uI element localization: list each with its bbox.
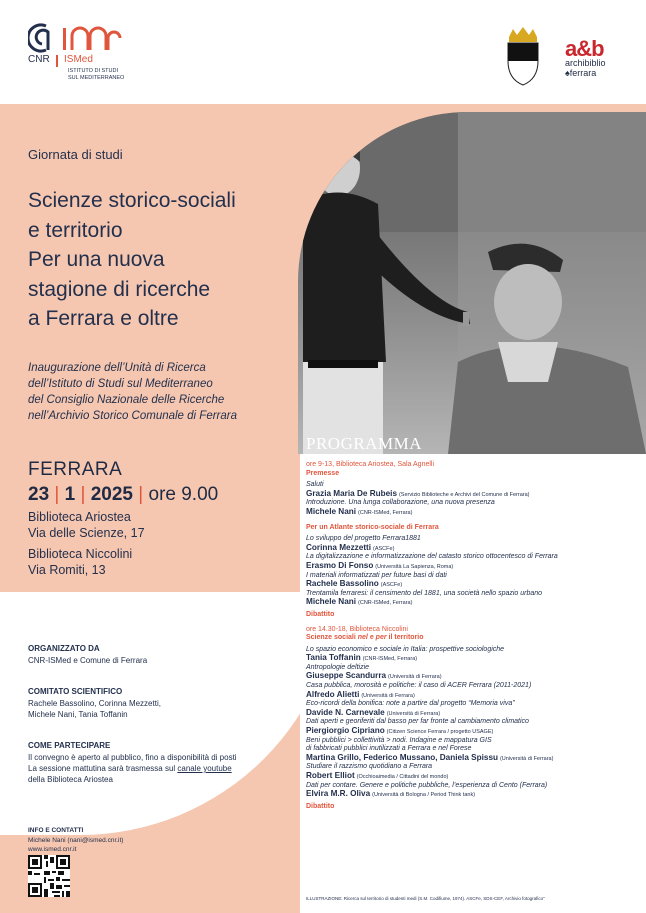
heading-part: e: [367, 634, 376, 642]
speaker-affiliation: (Università di Ferrara): [361, 692, 415, 699]
qr-code-icon[interactable]: [28, 855, 70, 897]
debate-label: Dibattito: [306, 610, 335, 618]
illustration-caption: ILLUSTRAZIONE: Ricerca sul territorio di studenti medi (S.M. Codifiume, 1974). ASCFe, SDS-CEF, Archivio fotografico”: [306, 896, 545, 901]
title-line: e territorio: [28, 218, 123, 242]
how-line2-text: La sessione mattutina sarà trasmessa sul: [28, 764, 178, 773]
programme: [306, 461, 636, 811]
talk-speaker: [306, 672, 636, 682]
venue-address: Via Romiti, 13: [28, 563, 106, 577]
speaker-affiliation: (ASCFe): [373, 545, 395, 552]
inauguration-text: [28, 360, 296, 424]
title-line: a Ferrara e oltre: [28, 307, 179, 330]
talk-speaker: [306, 490, 636, 500]
how-line: Il convegno è aperto al pubblico, fino a disponibilità di posti: [28, 753, 237, 762]
ab-line1: archibiblio: [565, 58, 606, 68]
organized-by: [28, 643, 288, 666]
speaker-affiliation: (CNR-ISMed, Ferrara): [358, 509, 413, 516]
inaug-line: dell’Istituto di Studi sul Mediterraneo: [28, 378, 213, 390]
speaker-name: Michele Nani: [306, 506, 357, 516]
how-to-participate: [28, 740, 288, 785]
ismed-sub-2: SUL MEDITERRANEO: [68, 75, 125, 81]
date-year: 2025: [90, 484, 133, 505]
speaker-name: Piergiorgio Cipriano: [306, 726, 385, 736]
archibiblio-logo: [565, 36, 606, 78]
talk-speaker: [306, 580, 636, 590]
event-date: [28, 484, 218, 506]
programme-title: PROGRAMMA: [306, 434, 422, 453]
talk-speaker: [306, 544, 636, 554]
city-label: FERRARA: [28, 459, 123, 480]
speaker-name: Tania Toffanin: [306, 653, 361, 663]
committee-heading: COMITATO SCIENTIFICO: [28, 687, 123, 696]
talk-title: Eco-ricordi della bonifica: note a partire dal progetto “Memoria viva”: [306, 700, 515, 708]
committee-line: Michele Nani, Tania Toffanin: [28, 710, 128, 719]
historic-photo: [298, 112, 646, 454]
talk-title: Studiare il razzismo quotidiano a Ferrara: [306, 763, 433, 771]
date-sep: |: [54, 484, 60, 505]
speaker-name: Robert Elliot: [306, 771, 355, 780]
inaug-line: del Consiglio Nazionale delle Ricerche: [28, 394, 225, 406]
session-heading: [306, 634, 636, 643]
talk-speaker: [306, 709, 636, 719]
talk-speaker: [306, 772, 636, 782]
speaker-name: Michele Nani: [306, 597, 357, 607]
venue-address: Via delle Scienze, 17: [28, 526, 145, 540]
talk-speaker: [306, 508, 636, 518]
speaker-name: Alfredo Alietti: [306, 689, 360, 699]
talk-speaker: [306, 654, 636, 664]
ab-mark: a&b: [565, 36, 604, 61]
talk-title: Dati aperti e georiferiti dal basso per far fronte al cambiamento climatico: [306, 718, 529, 726]
contact-email[interactable]: Michele Nani (nani@ismed.cnr.it): [28, 837, 124, 844]
contact-site[interactable]: www.ismed.cnr.it: [28, 846, 77, 853]
speaker-affiliation: (CNR-ISMed, Ferrara): [362, 656, 418, 663]
speaker-affiliation: (Università di Ferrara): [499, 755, 554, 762]
talk-title: Saluti: [306, 481, 324, 489]
speaker-name: Grazia Maria De Rubeis: [306, 488, 398, 498]
talk-title: Lo spazio economico e sociale in Italia: prospettive sociologiche: [306, 645, 505, 653]
day-label: Giornata di studi: [28, 147, 123, 162]
scientific-committee: [28, 686, 288, 720]
heading-part: per: [375, 634, 387, 642]
talk-title: La digitalizzazione e informatizzazione del catasto storico ottocentesco di Ferrara: [306, 553, 558, 561]
talk-speaker: [306, 691, 636, 701]
date-time: ore 9.00: [148, 484, 219, 505]
title-line: Scienze storico-sociali: [28, 189, 236, 212]
talk-speaker: [306, 754, 636, 764]
heading-part: Scienze sociali: [306, 634, 358, 642]
talk-title: Antropologie deltizie: [306, 663, 370, 671]
date-month: 1: [64, 484, 76, 505]
speaker-affiliation: (Università La Sapienza, Roma): [375, 563, 454, 570]
speaker-affiliation: (Occhioaimedia / Cittadini del mondo): [356, 774, 449, 780]
how-line: della Biblioteca Ariostea: [28, 775, 113, 784]
speaker-name: Elvira M.R. Oliva: [306, 789, 371, 799]
page-title: [28, 186, 290, 334]
cnr-label: CNR: [28, 54, 50, 65]
section-heading: Per un Atlante storico-sociale di Ferrara: [306, 523, 439, 531]
talk-title: Beni pubblici > collettività > nodi. Indagine e mappatura GIS: [306, 736, 492, 744]
contacts: [28, 826, 288, 854]
inaug-line: Inaugurazione dell’Unità di Ricerca: [28, 362, 206, 374]
org-heading: ORGANIZZATO DA: [28, 644, 100, 653]
speaker-affiliation: (Citizen Science Ferrara / progetto USAGE): [386, 729, 494, 736]
debate-label: Dibattito: [306, 802, 335, 810]
date-day: 23: [28, 484, 50, 505]
speaker-name: Davide N. Carnevale: [306, 707, 385, 717]
speaker-affiliation: (Università di Ferrara): [386, 710, 441, 717]
talk-title: I materiali informatizzati per future basi di dati: [306, 571, 447, 579]
talk-title: Dati per contare. Genere e politiche pubbliche, l’esperienza di Cento (Ferrara): [306, 781, 548, 789]
ab-line2: ♠ferrara: [565, 68, 597, 78]
talk-title: Trentamila ferraresi: il censimento del 1881, una società nello spazio urbano: [306, 589, 543, 597]
talk-speaker: [306, 598, 636, 608]
date-sep: |: [80, 484, 86, 505]
speaker-name: Martina Grillo, Federico Mussano, Daniela Spissu: [306, 752, 498, 762]
talk-speaker: [306, 727, 636, 737]
ab-line2-text: ferrara: [569, 68, 597, 78]
org-text: CNR-ISMed e Comune di Ferrara: [28, 656, 148, 665]
speaker-affiliation: (Università di Bologna / Period Think tank): [372, 792, 476, 799]
how-heading: COME PARTECIPARE: [28, 741, 111, 750]
venue-name: Biblioteca Ariostea: [28, 510, 131, 524]
ferrara-crest-icon: [505, 27, 541, 87]
speaker-name: Corinna Mezzetti: [306, 542, 372, 552]
heading-part: il territorio: [386, 634, 424, 642]
speaker-affiliation: (ASCFe): [380, 582, 403, 589]
speaker-affiliation: (Servizio Biblioteche e Archivi del Comune di Ferrara): [398, 491, 530, 498]
title-line: stagione di ricerche: [28, 277, 211, 301]
logo-divider: [56, 55, 58, 67]
session-time: ore 9-13, Biblioteca Ariostea, Sala Agnelli: [306, 461, 435, 468]
talk-title: Lo sviluppo del progetto Ferrara1881: [306, 535, 421, 543]
youtube-link[interactable]: canale youtube: [177, 764, 232, 773]
how-line: [28, 763, 288, 774]
inaug-line: nell’Archivio Storico Comunale di Ferrara: [28, 410, 237, 422]
talk-title: Casa pubblica, morosità e politiche: il caso di ACER Ferrara (2011-2021): [306, 682, 532, 690]
cnr-ismed-logo: [28, 22, 125, 81]
heading-part: nel: [357, 634, 368, 642]
date-sep: |: [138, 484, 144, 505]
talk-title: Introduzione. Una lunga collaborazione, una nuova presenza: [306, 499, 495, 507]
venue-niccolini: [28, 546, 132, 578]
committee-line: Rachele Bassolino, Corinna Mezzetti,: [28, 699, 161, 708]
speaker-affiliation: (CNR-ISMed, Ferrara): [358, 600, 413, 607]
ismed-label: ISMed: [64, 54, 93, 65]
photo-illustration: [298, 112, 646, 454]
speaker-affiliation: (Università di Ferrara): [388, 674, 442, 681]
speaker-name: Giuseppe Scandurra: [306, 671, 387, 681]
session-heading: Premesse: [306, 469, 340, 477]
talk-speaker: [306, 790, 636, 800]
ismed-sub-1: ISTITUTO DI STUDI: [68, 68, 119, 74]
title-line: Per una nuova: [28, 248, 165, 271]
cnr-ismed-mark-icon: [28, 22, 123, 54]
session-time: ore 14.30-18, Biblioteca Niccolini: [306, 625, 408, 633]
talk-speaker: [306, 562, 636, 572]
talk-title: di fabbricati pubblici inutilizzati a Ferrara e nel Forese: [306, 745, 472, 753]
venue-ariostea: [28, 509, 145, 541]
speaker-name: Erasmo Di Fonso: [306, 560, 374, 570]
venue-name: Biblioteca Niccolini: [28, 547, 133, 561]
ismed-subtitle: [68, 68, 124, 82]
contact-heading: INFO E CONTATTI: [28, 827, 84, 834]
speaker-name: Rachele Bassolino: [306, 579, 379, 589]
